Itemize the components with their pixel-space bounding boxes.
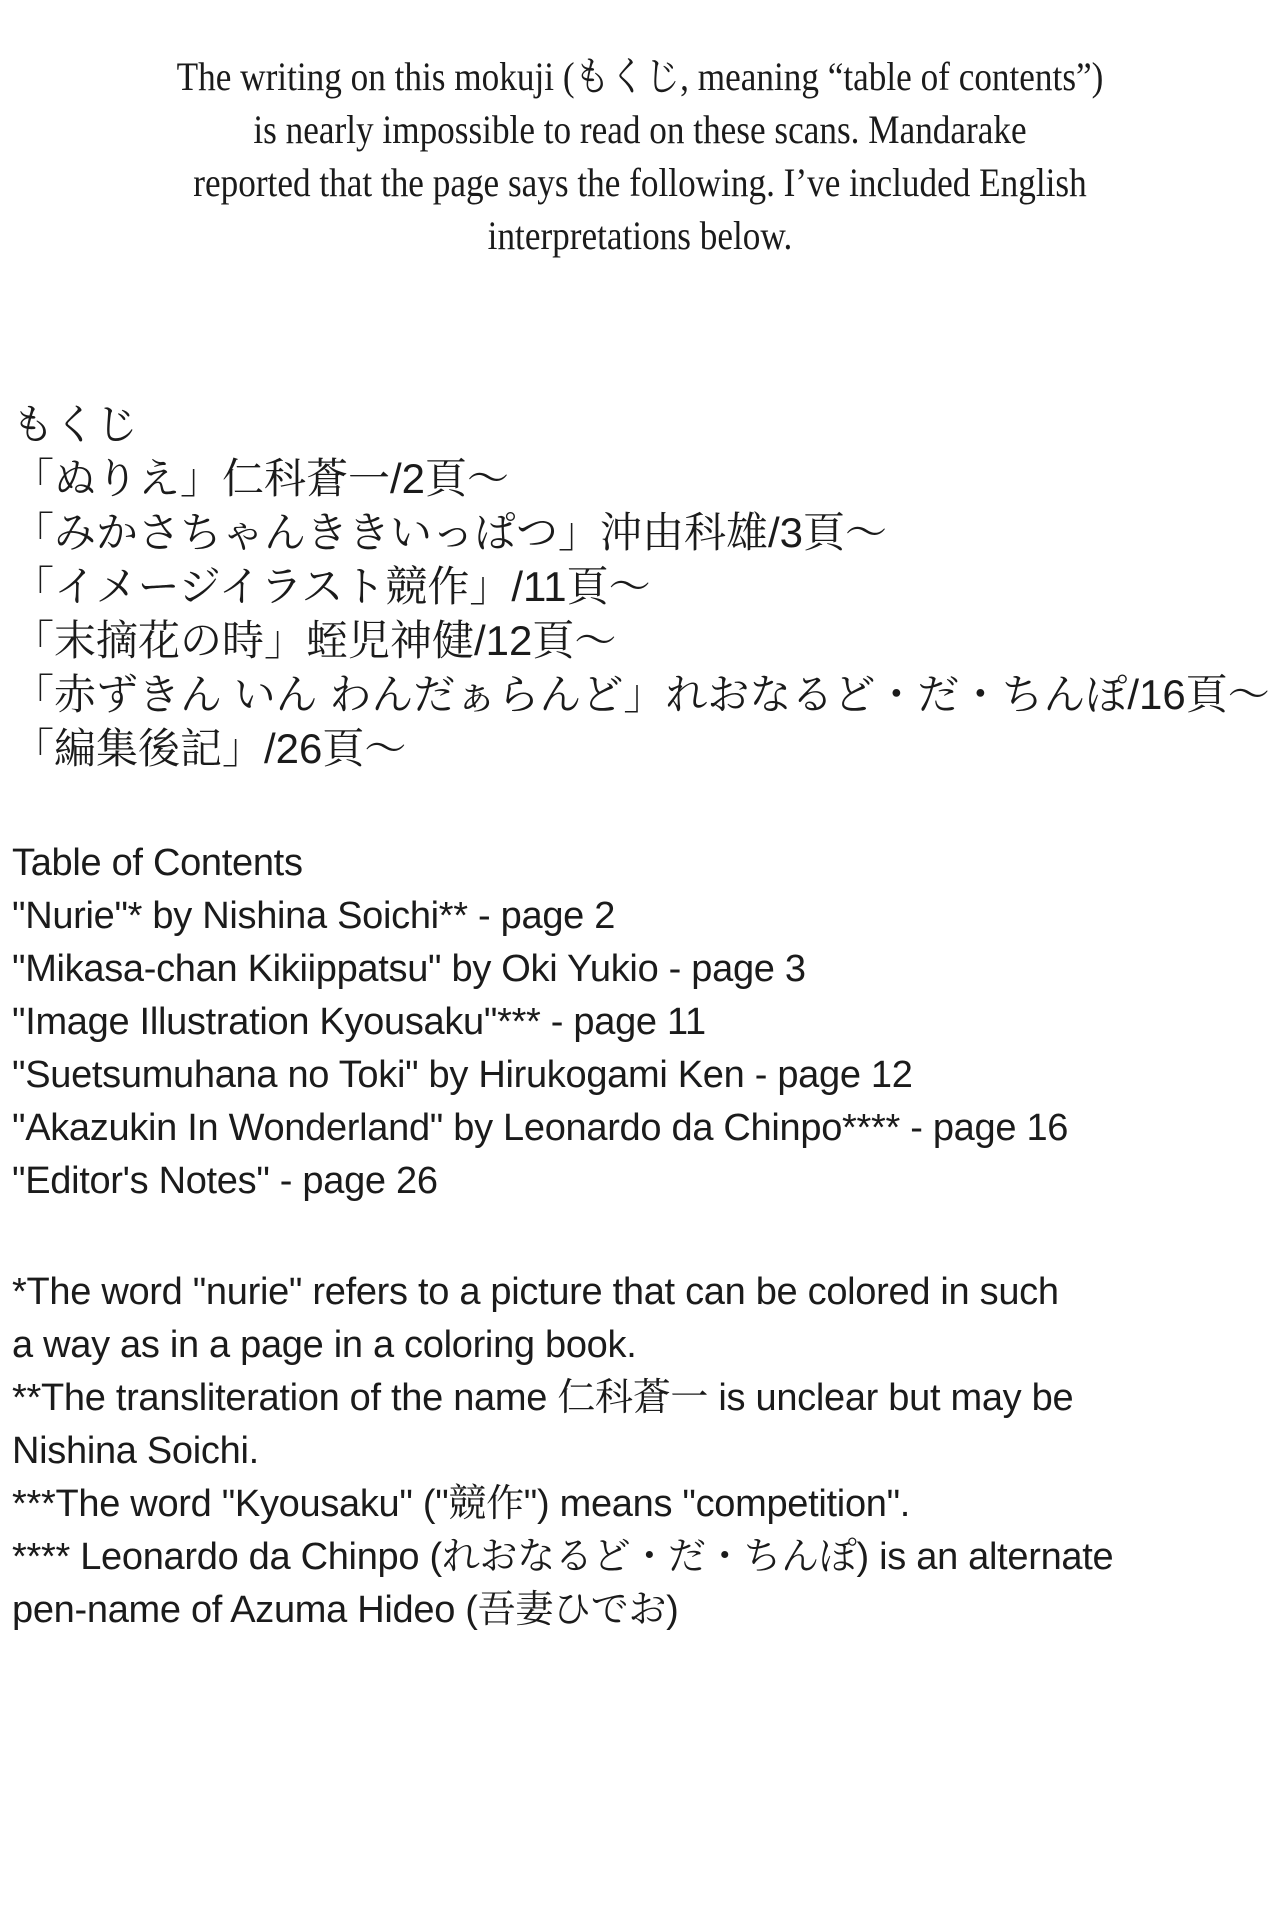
intro-paragraph	[0, 50, 1280, 262]
intro-line: reported that the page says the following. I’ve included English	[193, 160, 1087, 205]
english-toc-entry: "Nurie"* by Nishina Soichi** - page 2	[12, 895, 616, 937]
english-toc-entry: "Image Illustration Kyousaku"*** - page 11	[12, 1001, 706, 1043]
intro-line: is nearly impossible to read on these scans. Mandarake	[253, 107, 1027, 152]
footnote-line: pen-name of Azuma Hideo (吾妻ひでお)	[12, 1589, 679, 1631]
english-toc	[12, 837, 1068, 1208]
footnote-line: **The transliteration of the name 仁科蒼一 is unclear but may be	[12, 1377, 1074, 1419]
japanese-toc-entry: 「みかさちゃんききいっぱつ」沖由科雄/3頁〜	[12, 509, 888, 556]
japanese-toc-entry: 「赤ずきん いん わんだぁらんど」れおなるど・だ・ちんぽ/16頁〜	[12, 671, 1270, 718]
japanese-toc-heading: もくじ	[12, 401, 139, 448]
english-toc-entry: "Editor's Notes" - page 26	[12, 1160, 438, 1202]
footnote-line: Nishina Soichi.	[12, 1430, 259, 1472]
japanese-toc-entry: 「末摘花の時」蛭児神健/12頁〜	[12, 617, 617, 664]
english-toc-entry: "Suetsumuhana no Toki" by Hirukogami Ken - page 12	[12, 1054, 913, 1096]
footnote-line: a way as in a page in a coloring book.	[12, 1324, 637, 1366]
footnote-line: **** Leonardo da Chinpo (れおなるど・だ・ちんぽ) is an alternate	[12, 1536, 1114, 1578]
footnotes	[12, 1266, 1113, 1637]
footnote-line: ***The word "Kyousaku" ("競作") means "competition".	[12, 1483, 911, 1525]
intro-line: The writing on this mokuji (もくじ, meaning “table of contents”)	[176, 54, 1104, 99]
footnote-line: *The word "nurie" refers to a picture that can be colored in such	[12, 1271, 1059, 1313]
english-toc-entry: "Mikasa-chan Kikiippatsu" by Oki Yukio - page 3	[12, 948, 806, 990]
japanese-toc-entry: 「ぬりえ」仁科蒼一/2頁〜	[12, 455, 510, 502]
english-toc-entry: "Akazukin In Wonderland" by Leonardo da Chinpo**** - page 16	[12, 1107, 1069, 1149]
intro-line: interpretations below.	[487, 213, 793, 258]
english-toc-title: Table of Contents	[12, 842, 303, 884]
japanese-toc	[12, 398, 1270, 776]
japanese-toc-entry: 「イメージイラスト競作」/11頁〜	[12, 563, 651, 610]
japanese-toc-entry: 「編集後記」/26頁〜	[12, 725, 407, 772]
